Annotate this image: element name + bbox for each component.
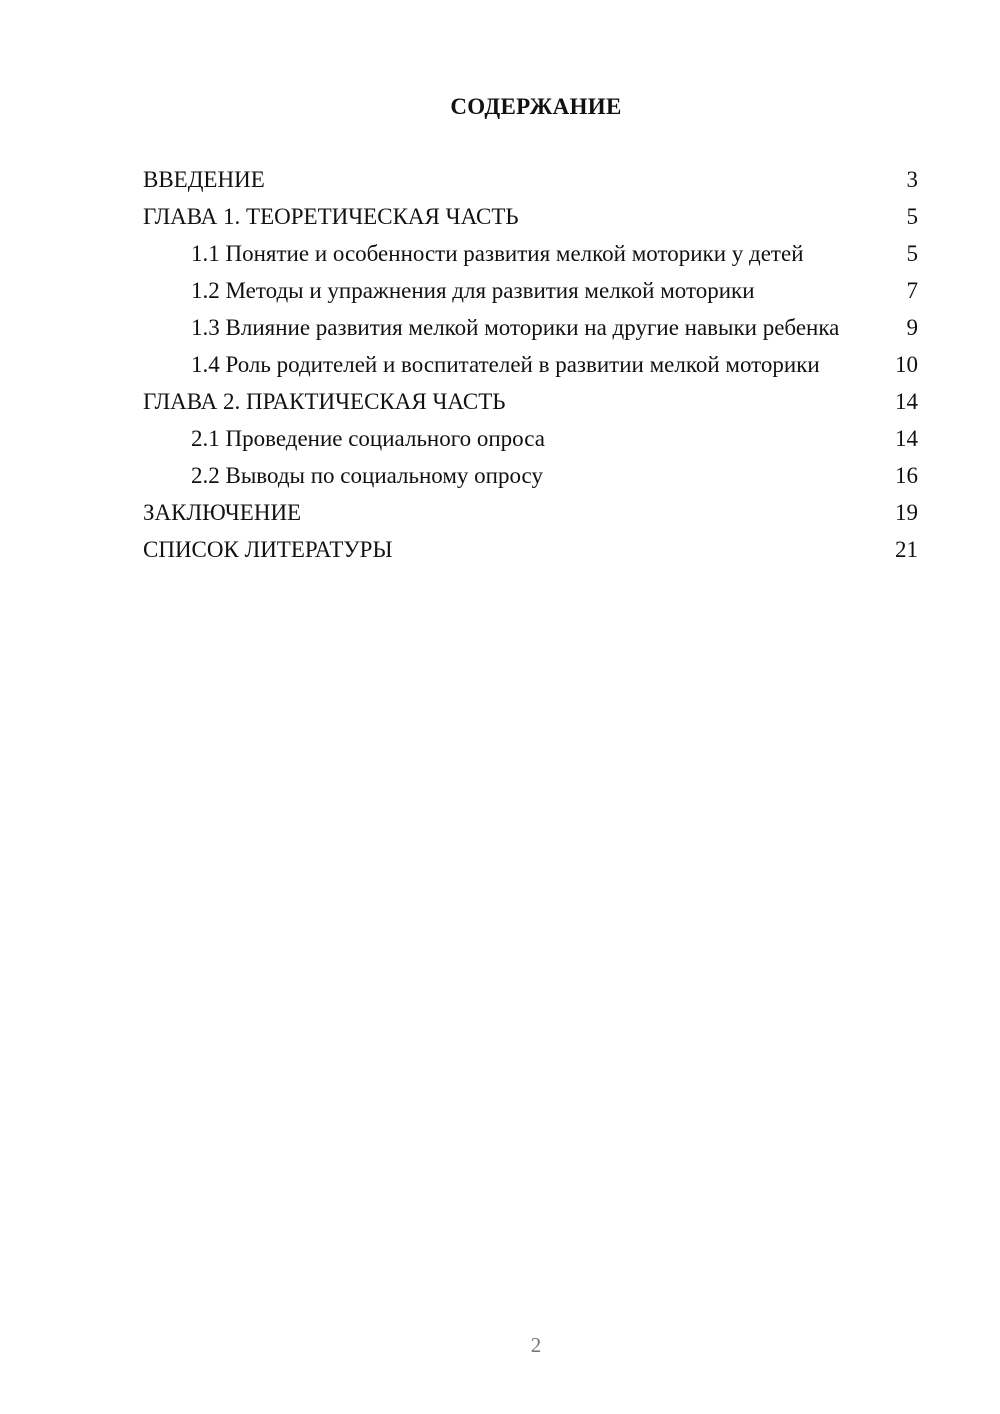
toc-entry-text: ГЛАВА 2. ПРАКТИЧЕСКАЯ ЧАСТЬ: [143, 389, 506, 414]
toc-entry[interactable]: [143, 166, 918, 193]
toc-entry-page: 19: [895, 500, 918, 525]
toc-entry-page: 16: [895, 463, 918, 488]
toc-entry-text: 2.1 Проведение социального опроса: [191, 426, 545, 451]
toc-entry-text: 1.3 Влияние развития мелкой моторики на другие навыки ребенка: [191, 315, 840, 340]
toc-entry-text: 1.1 Понятие и особенности развития мелкой моторики у детей: [191, 241, 804, 266]
toc-entry-page: 3: [906, 167, 918, 192]
toc-entry[interactable]: [143, 536, 918, 563]
toc-entry-text: ВВЕДЕНИЕ: [143, 167, 265, 192]
toc-entry[interactable]: [143, 351, 918, 378]
toc-entry-page: 21: [895, 537, 918, 562]
toc-entry[interactable]: [143, 203, 918, 230]
toc-entry[interactable]: [143, 462, 918, 489]
toc-entry[interactable]: [143, 425, 918, 452]
toc-title: СОДЕРЖАНИЕ: [450, 94, 622, 119]
toc-entry-page: 5: [906, 204, 918, 229]
toc-entry-text: ЗАКЛЮЧЕНИЕ: [143, 500, 302, 525]
toc-entry-text: СПИСОК ЛИТЕРАТУРЫ: [143, 537, 393, 562]
toc-entry-page: 9: [906, 315, 918, 340]
toc-entry[interactable]: [143, 499, 918, 526]
toc-entry-page: 7: [906, 278, 918, 303]
table-of-contents: [143, 166, 918, 573]
toc-entry-page: 14: [895, 389, 918, 414]
toc-entry-page: 5: [906, 241, 918, 266]
toc-entry[interactable]: [143, 314, 918, 341]
toc-entry[interactable]: [143, 388, 918, 415]
toc-entry[interactable]: [143, 240, 918, 267]
page-number: 2: [530, 1333, 542, 1357]
toc-entry-text: 1.2 Методы и упражнения для развития мелкой моторики: [191, 278, 755, 303]
toc-entry-text: ГЛАВА 1. ТЕОРЕТИЧЕСКАЯ ЧАСТЬ: [143, 204, 519, 229]
toc-entry-page: 14: [895, 426, 918, 451]
toc-entry-page: 10: [895, 352, 918, 377]
toc-entry-text: 2.2 Выводы по социальному опросу: [191, 463, 543, 488]
toc-entry-text: 1.4 Роль родителей и воспитателей в развитии мелкой моторики: [191, 352, 820, 377]
toc-entry[interactable]: [143, 277, 918, 304]
